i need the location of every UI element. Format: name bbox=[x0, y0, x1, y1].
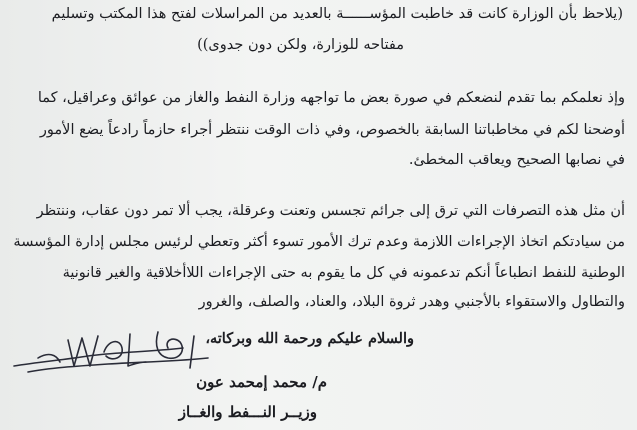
paragraph1-line1: (يلاحظ بأن الوزارة كانت قد خاطبت المؤســــــة بالعديد من المراسلات لفتح هذا المكتب وتسليم bbox=[51, 6, 623, 22]
paragraph2-line3: في نصابها الصحيح ويعاقب المخطئ. bbox=[408, 152, 625, 168]
paragraph3-line4: والتطاول والاستقواء بالأجنبي وهدر ثروة البلاد، والعناد، والصلف، والغرور bbox=[198, 294, 625, 310]
paragraph2-line2: أوضحنا لكم في مخاطباتنا السابقة بالخصوص، وفي ذات الوقت ننتظر أجراء حازماً رادعاً يضع الأمور bbox=[39, 122, 625, 138]
paragraph1-line2: مفتاحه للوزارة، ولكن دون جدوى)) bbox=[197, 37, 404, 53]
closing-salutation: والسلام عليكم ورحمة الله وبركاته، bbox=[205, 330, 414, 347]
paragraph2-line1: وإذ نعلمكم بما تقدم لنضعكم في صورة بعض ما تواجهه وزارة النفط والغاز من عوائق وعراقيل، كما bbox=[37, 90, 625, 106]
paragraph3-line1: أن مثل هذه التصرفات التي ترق إلى جرائم تجسس وتعنت وعرقلة، يجب ألا تمر دون عقاب، وننتظر bbox=[36, 203, 625, 219]
paragraph3-line2: من سيادتكم اتخاذ الإجراءات اللازمة وعدم ترك الأمور تسوء أكثر وتعطي لرئيس مجلس إدارة المؤسسة bbox=[13, 234, 625, 250]
signatory-title: وزيــر النـــفط والغــاز bbox=[178, 403, 317, 421]
signatory-name: م/ محمد إمحمد عون bbox=[196, 373, 327, 391]
handwritten-signature bbox=[8, 322, 218, 382]
paragraph3-line3: الوطنية للنفط انطباعاً أنكم تدعمونه في كل ما يقوم به حتى الإجراءات اللاأخلاقية والغير قانونية bbox=[62, 265, 625, 281]
